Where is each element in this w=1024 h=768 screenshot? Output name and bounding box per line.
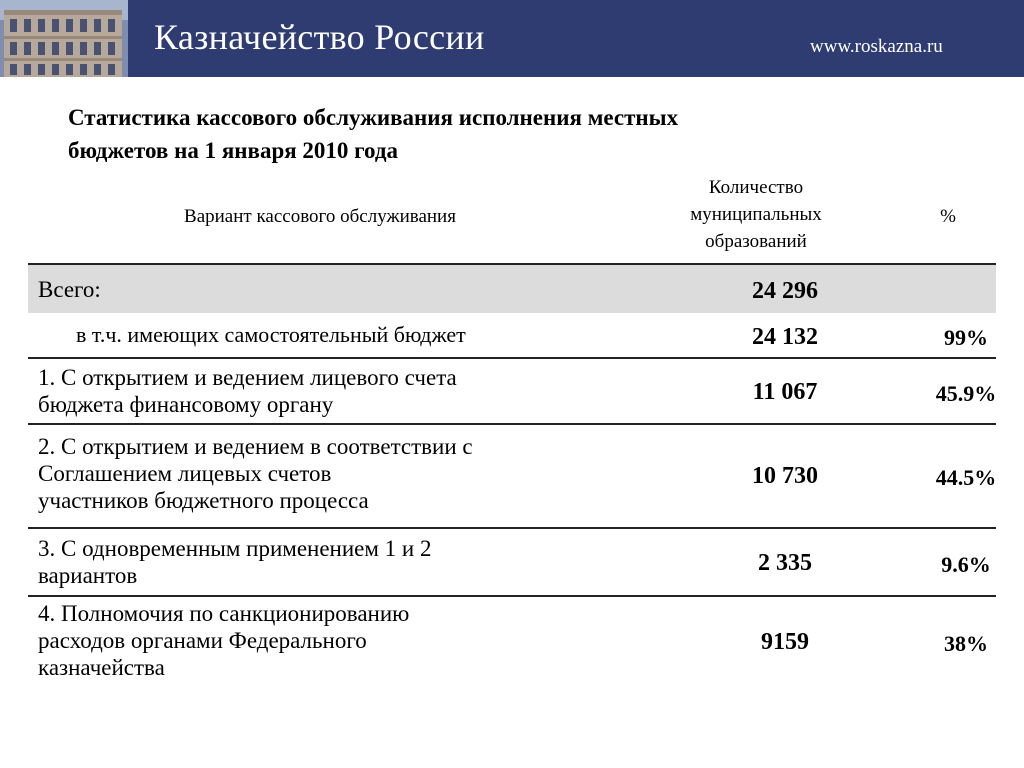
column-header-count [636, 174, 876, 255]
row-count: 11 067 [752, 379, 818, 405]
column-header-percent: % [940, 206, 956, 227]
row-label-line: казначейства [38, 655, 165, 680]
row-label-line: вариантов [38, 563, 138, 588]
row-count: 2 335 [758, 550, 812, 576]
row-label-line: 3. С одновременным применением 1 и 2 [38, 536, 432, 561]
treasury-building-photo [0, 0, 128, 77]
row-label [38, 535, 598, 589]
row-percent: 9.6% [941, 552, 991, 577]
subtotal-label: в т.ч. имеющих самостоятельный бюджет [76, 322, 466, 347]
header-banner [0, 0, 1024, 77]
total-count: 24 296 [752, 278, 818, 304]
row-label-line: расходов органами Федерального [38, 628, 367, 653]
row-label-line: бюджета финансовому органу [38, 392, 334, 417]
row-label [38, 433, 598, 514]
table-row-subtotal [28, 313, 996, 357]
row-label [38, 364, 598, 418]
table-row [28, 359, 996, 423]
row-percent: 38% [944, 631, 988, 656]
column-header-count-line-2: муниципальных [690, 204, 822, 225]
row-percent: 44.5% [935, 465, 997, 490]
subtotal-count: 24 132 [752, 324, 818, 350]
page-title [68, 101, 868, 167]
table-row [28, 425, 996, 527]
page-title-line-2: бюджетов на 1 января 2010 года [68, 138, 399, 163]
row-count: 9159 [761, 629, 809, 655]
table-row [28, 529, 996, 595]
row-label-line: Соглашением лицевых счетов [38, 461, 332, 486]
row-label-line: 2. С открытием и ведением в соответствии с [38, 434, 473, 459]
table-row-total [28, 265, 996, 313]
row-label-line: 4. Полномочия по санкционированию [38, 601, 410, 626]
column-header-count-line-3: образований [705, 231, 807, 252]
row-label-line: 1. С открытием и ведением лицевого счета [38, 365, 457, 390]
column-header-variant: Вариант кассового обслуживания [184, 206, 456, 227]
banner-title: Казначейство России [154, 17, 485, 57]
total-label: Всего: [38, 277, 101, 302]
row-percent: 45.9% [935, 381, 997, 406]
row-count: 10 730 [752, 463, 818, 489]
column-header-count-line-1: Количество [708, 177, 804, 198]
subtotal-percent: 99% [944, 325, 988, 350]
banner-url[interactable]: www.roskazna.ru [810, 36, 943, 57]
row-label [38, 600, 598, 681]
page-title-line-1: Статистика кассового обслуживания исполнения местных [68, 105, 679, 130]
row-label-line: участников бюджетного процесса [38, 488, 369, 513]
table-row [28, 597, 996, 693]
